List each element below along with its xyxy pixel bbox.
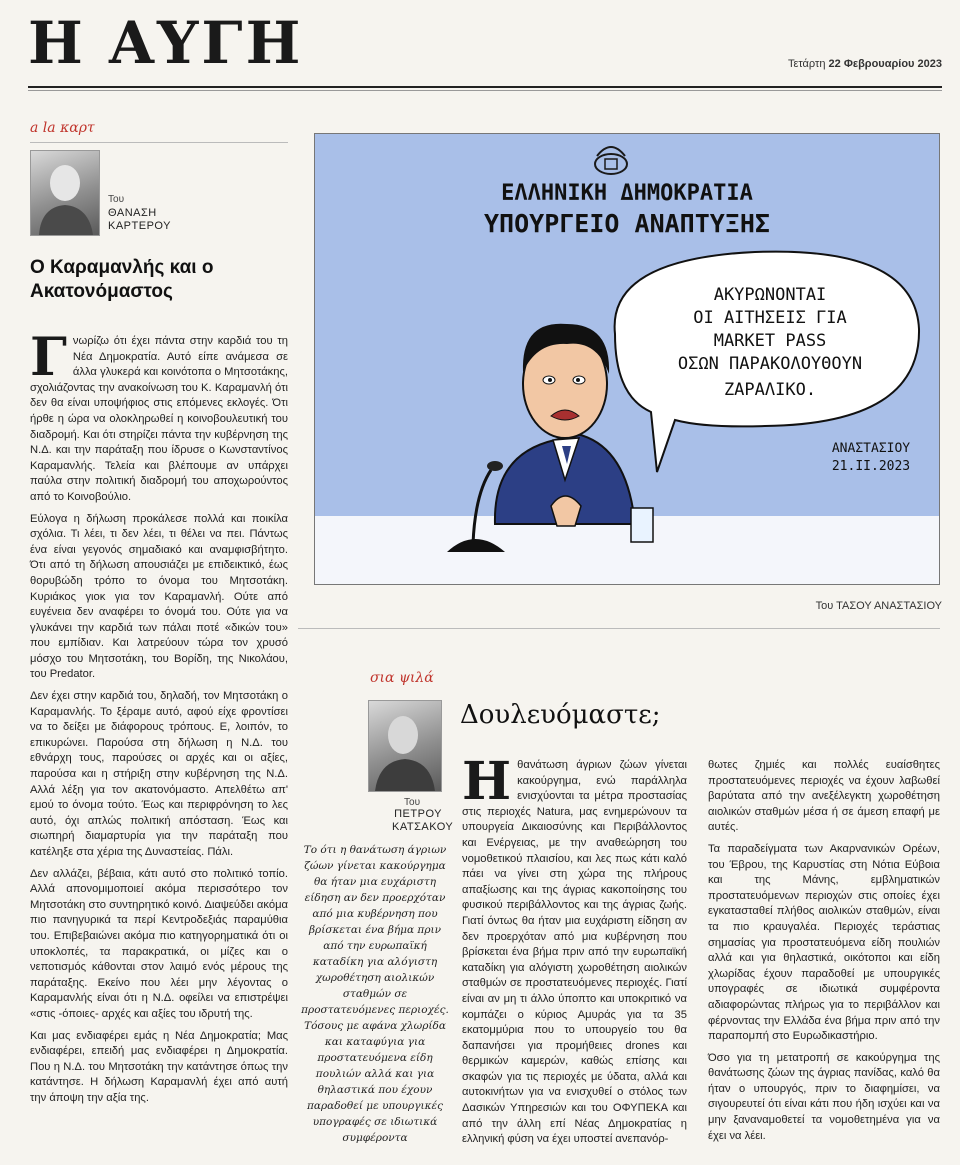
- column2-author-first: ΠΕΤΡΟΥ: [394, 808, 442, 820]
- column2-paragraph: θωτες ζημιές και πολλές ευαίσθητες προστατευόμενες περιοχές να έχουν λαβωθεί βαρύτατα από την ανεξέλεγκτη χωροθέτηση αιολικών σταθμών μέσα ή σε άμεση επαφή με αυτές.: [708, 759, 940, 834]
- portrait-silhouette-icon: [31, 151, 99, 235]
- column1-kicker-rule: [30, 142, 288, 143]
- editorial-cartoon: [314, 133, 940, 585]
- portrait-silhouette-icon: [369, 701, 441, 791]
- masthead: Η ΑΥΓΗ: [28, 9, 304, 77]
- speech-line-2: ΟΙ ΑΙΤΗΣΕΙΣ ΓΙΑ: [693, 308, 847, 328]
- issue-date: [788, 58, 942, 70]
- column2-headline: Δουλευόμαστε;: [460, 700, 661, 730]
- column2-body-a: [462, 751, 687, 1154]
- cartoon-header-line1: ΕΛΛΗΝΙΚΗ ΔΗΜΟΚΡΑΤΙΑ: [501, 181, 753, 206]
- cartoon-date: 21.II.2023: [831, 459, 911, 474]
- masthead-rule: [28, 86, 942, 88]
- column1-paragraph: Δεν αλλάζει, βέβαια, κάτι αυτό στο πολιτικό τοπίο. Αλλά απονομιμοποιεί ακόμα περισσότερο τον Μητσοτάκη στο συντηρητικό κοινό. Διαψεύδει ακόμα πιο πανηγυρικά τα περί Κεντροδεξιάς παραμύθια του. Επιβεβαιώνει ακόμα πιο κατηγορηματικά ότι οι υποκλοπές, τα παρακρατικά, οι μίζες και ο νεποτισμός κάθονται στον λαιμό ενός μέρους της παράταξης. Εκείνο που λέει μην λέγοντας ο Καραμανλής είναι ότι η Ν.Δ. οφείλει να επιστρέψει «στις -όποιες- αρχές και αξίες του ιδρυτή της.: [30, 867, 288, 1020]
- cartoon-credit-name: ΤΑΣΟΥ ΑΝΑΣΤΑΣΙΟΥ: [836, 600, 942, 612]
- column1-headline: Ο Καραμανλής και ο Ακατονόμαστος: [30, 257, 214, 302]
- column1-paragraph: Δεν έχει στην καρδιά του, δηλαδή, τον Μητσοτάκη ο Καραμανλής. Το ξέραμε αυτό, αφού είχε φροντίσει να το δείξει με διάφορους τρόπους. Ε, λοιπόν, το επικυρώνει. Παρούσα στη δήλωση η Ν.Δ. του εθνάρχη τους, παρούσες οι αρχές και οι αξίες, παρούσα και η στήριξη στην κυβέρνηση της Ν.Δ. Αλλά λέξη για τον ακατονόμαστο. Απελθέτω απ' εμού το όνομα τούτο. Έως και περιφρόνηση το λες αυτό, όχι απλώς πολιτική απόσταση. Έως και σιωπηρή διαμαρτυρία για την παράταξη που κατέληξε στα χέρια της Δυναστείας. Πάλι.: [30, 690, 288, 858]
- column1-author-prefix: Του: [108, 194, 125, 205]
- column2-paragraph: [462, 751, 687, 1148]
- cartoonist-signature: ΑΝΑΣΤΑΣΙΟΥ: [831, 441, 911, 456]
- column1-author-name: [108, 207, 171, 233]
- cartoon-credit: [816, 600, 942, 612]
- column1-body: [30, 327, 288, 1113]
- cartoon-credit-prefix: Του: [815, 600, 834, 612]
- speech-line-1: ΑΚΥΡΩΝΟΝΤΑΙ: [713, 285, 827, 305]
- column1-paragraph-text: νωρίζω ότι έχει πάντα στην καρδιά του τη Νέα Δημοκρατία. Αυτό είπε ανάμεσα σε άλλα γλυκερά και κοινότοπα ο Μητσοτάκης, σχολιάζοντας την ανακοίνωση του Κ. Καραμανλή ότι δεν θα είναι υποψήφιος στις επόμενες εκλογές. Ότι ήρθε η ώρα να ολοκληρωθεί η κοινοβουλευτική του διαδρομή. Και ότι στηρίζει πάντα την κυβέρνηση της Ν.Δ. και την παράταξη που ίδρυσε ο Κωνσταντίνος Καραμανλής. Τελεία και βλέπουμε αν υπάρχει παύλα στην πολιτική διαδρομή του αποχωρούντος από το Κοινοβούλιο.: [30, 335, 288, 503]
- issue-day: Τετάρτη: [787, 58, 826, 70]
- column2-paragraph: Όσο για τη μετατροπή σε κακούργημα της θανάτωσης ζώων της άγριας πανίδας, καλό θα ήταν ο υπουργός, πριν το διαφημίσει, να σιγουρευτεί ότι είναι κάτι που ήδη ισχύει και να μην ξαναναμοθετεί τα νομοθετημένα για να έχει να λέει.: [708, 1051, 940, 1142]
- section-divider: [298, 628, 940, 629]
- column2-kicker: σια ψιλά: [370, 670, 434, 686]
- column1-paragraph: [30, 327, 288, 506]
- column1-paragraph: Και μας ενδιαφέρει εμάς η Νέα Δημοκρατία; Μας ενδιαφέρει, επειδή μας ενδιαφέρει η Δημοκρατία. Που η Ν.Δ. του Μητσοτάκη την κατάντησε όπως την κατάντησε. Η δήλωση Καραμανλή έχει από αυτή την άποψη την αξία της.: [30, 1029, 288, 1104]
- issue-full-date: 22 Φεβρουαρίου 2023: [828, 58, 942, 70]
- cartoon-drawing: [315, 134, 939, 584]
- column1-author-last: ΚΑΡΤΕΡΟΥ: [108, 220, 171, 232]
- author-photo-katsakos: [368, 700, 442, 792]
- column2-body-b: [708, 758, 940, 1150]
- author-photo-karteros: [30, 150, 100, 236]
- column1-author-first: ΘΑΝΑΣΗ: [108, 207, 157, 219]
- water-glass-icon: [631, 508, 653, 542]
- pull-quote: Το ότι η θανάτωση άγριων ζώων γίνεται κακούργημα θα ήταν μια ευχάριστη είδηση αν δεν προερχόταν από μια κυβέρνηση που βρίσκεται ένα βήμα πριν από την ευρωπαϊκή καταδίκη για αλόγιστη χωροθέτηση αιολικών σταθμών σε προστατευόμενες περιοχές. Τόσους με αφάνα χλωρίδα και καταφύγια για προστατευόμενα είδη πουλιών αλλά και για θηλαστικά που έχουν παραδοθεί με υπουργικές υπογραφές σε ιδιωτικά συμφέροντα: [301, 844, 449, 1144]
- speech-line-5: ΖΑΡΑΛΙΚΟ.: [723, 380, 817, 400]
- column1-dropcap: Γ: [30, 327, 67, 388]
- masthead-rule-thin: [28, 90, 942, 91]
- column2-author-prefix: Του: [404, 797, 421, 808]
- column2-author-last: ΚΑΤΣΑΚΟΥ: [392, 821, 454, 833]
- column2-dropcap: Η: [462, 751, 512, 812]
- speech-line-4: ΟΣΩΝ ΠΑΡΑΚΟΛΟΥΘΟΥΝ: [677, 354, 863, 374]
- column1-paragraph: Εύλογα η δήλωση προκάλεσε πολλά και ποικίλα σχόλια. Τι λέει, τι δεν λέει, τι θέλει να πει. Πάντως ένα είναι γεγονός σημαδιακό και αναμφισβήτητο. Ότι από τη δήλωση απουσιάζει με επιδεικτικό, έως θορυβώδη τρόπο το όνομα του Μητσοτάκη. Κυριάκος γιοκ για τον Καραμανλή. Ούτε από ευγένεια δεν αναφέρει το όνομά του. Ούτε για να γλυκάνει την καρδιά των πάλαι ποτέ «δικών του» που εμπίδιαν. Και λατρεύουν τώρα τον χρυσό μόσχο του Μητσοτάκη, του Βορίδη, της Νικολάου, του Predator.: [30, 512, 288, 681]
- column2-paragraph-text: θανάτωση άγριων ζώων γίνεται κακούργημα, ενώ παράλληλα ενισχύονται τα μέτρα προστασίας στις περιοχές Natura, μας ενημερώνουν τα υπουργεία Δικαιοσύνης και Περιβάλλοντος και Ενέργειας, με την αναθεώρηση του νομοθετικού πλαισίου, και λες πως κάτι καλό πάει να γίνει στη χώρα της πλήρους απαξίωσης και της άγριας κακοποίησης του φυσικού περιβάλλοντος και της άγριας ζωής. Γιατί όντως θα ήταν μια ευχάριστη είδηση αν δεν προερχόταν από μια κυβέρνηση που βρίσκεται ένα βήμα πριν από την ευρωπαϊκή καταδίκη για αλόγιστη χωροθέτηση αιολικών σταθμών σε προστατευόμενες περιοχές. Γιατί είναι αν μη τι άλλο ύποπτο και υποκριτικό να κομπάζει ο κύριος Αμυράς για τα 35 εκατομμύρια που το υπουργείο του θα δαπανήσει για προμήθειες drones και θερμικών καμερών, καθώς επίσης και σκαφών για τις περιοχές με ύδατα, αλλά και αυτοκινήτων για να ενισχυθεί ο στόλος των Δασικών Υπηρεσιών και του ΟΦΥΠΕΚΑ και από την άλλη επί Νέας Δημοκρατίας η ελληνική φύση να έχει υποστεί ανεπανόρ-: [462, 759, 687, 1146]
- column2-paragraph: Τα παραδείγματα των Ακαρνανικών Ορέων, του Έβρου, της Καρυστίας στη Νότια Εύβοια και της Μάνης, εμβληματικών προστατευόμενων περιοχών στις οποίες έχει εγκατασταθεί πλήθος αιολικών σταθμών, είναι τα πιο κραυγαλέα. Περιοχές τεράστιας σημασίας για προστατευόμενα είδη πουλιών αλλά και για θηλαστικά, οικότοποι και είδη χλωρίδας έχουν παραδοθεί με υπουργικές υπογραφές σε ιδιωτικά συμφέροντα αδιαφορώντας πλήρως για το περιβάλλον και φέρνοντας την Ελλάδα ένα βήμα πριν από την παραπομπή στο Ευρωδικαστήριο.: [708, 842, 940, 1043]
- speech-line-3: MARKET PASS: [713, 331, 827, 351]
- column1-kicker: a la καρτ: [30, 120, 95, 136]
- cartoon-header-line2: ΥΠΟΥΡΓΕΙΟ ΑΝΑΠΤΥΞΗΣ: [484, 209, 770, 238]
- column2-author-name: [392, 808, 454, 834]
